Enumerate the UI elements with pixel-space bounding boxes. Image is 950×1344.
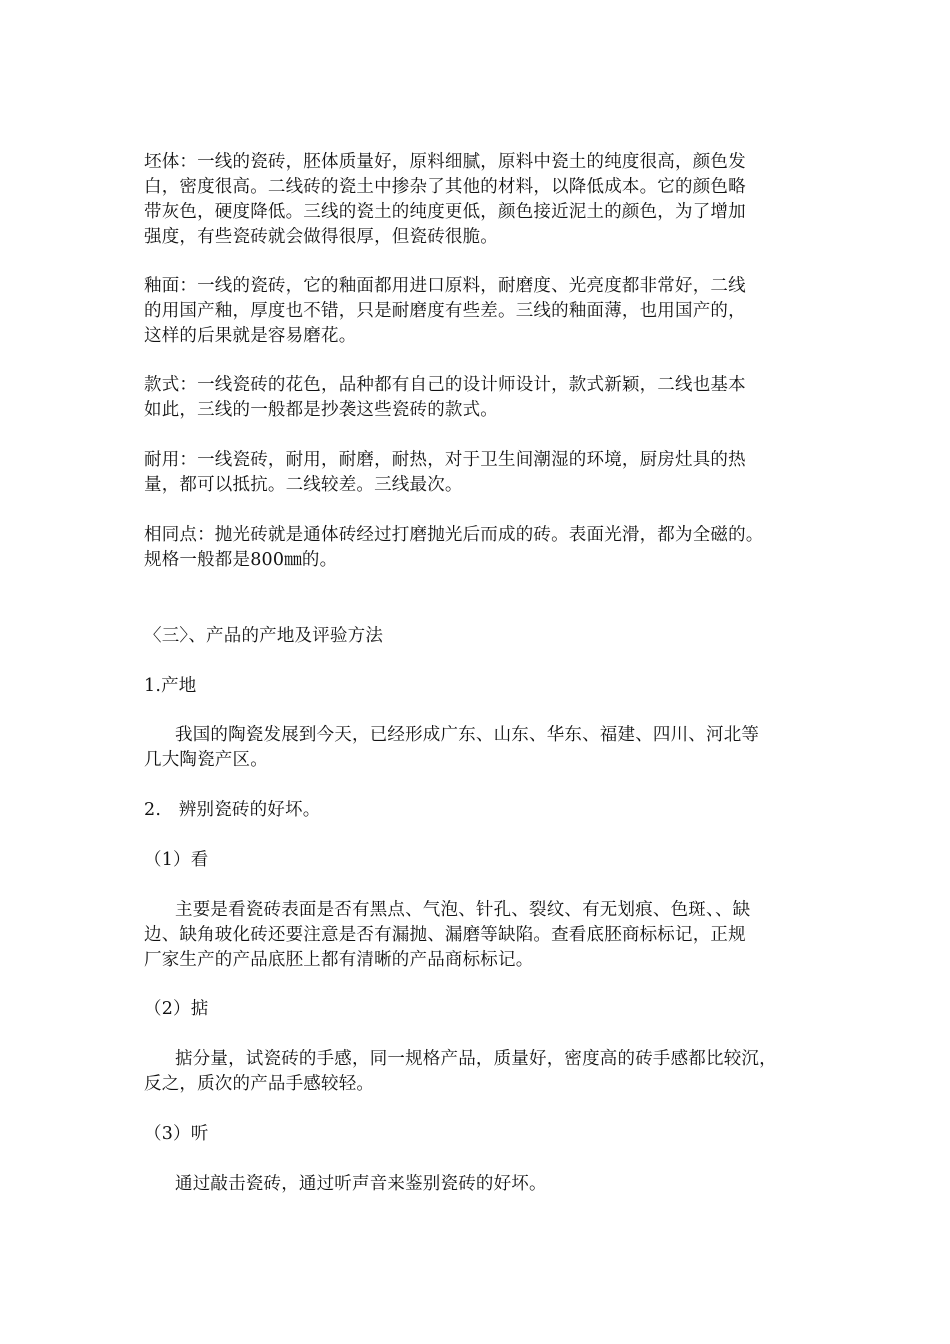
paragraph-common	[144, 523, 816, 573]
item-title-look	[144, 848, 816, 873]
section-title-text: 〈三〉、产品的产地及评验方法	[144, 626, 384, 646]
text-line: 强度，有些瓷砖就会做得很厚，但瓷砖很脆。	[144, 227, 498, 247]
text-line: 量，都可以抵抗。二线较差。三线最次。	[144, 475, 463, 495]
text-line: 规格一般都是800㎜的。	[144, 550, 338, 570]
text-line: 掂分量，试瓷砖的手感，同一规格产品，质量好，密度高的砖手感都比较沉，	[175, 1049, 777, 1069]
text-line: 几大陶瓷产区。	[144, 750, 268, 770]
text-line: 坯体：一线的瓷砖，胚体质量好，原料细腻，原料中瓷土的纯度很高，颜色发	[144, 152, 746, 172]
subsection-title-text: 2. 辨别瓷砖的好坏。	[144, 800, 321, 820]
subsection-title-origin	[144, 674, 816, 699]
paragraph-look	[144, 898, 816, 973]
paragraph-weigh	[144, 1047, 816, 1097]
text-line: 边、缺角玻化砖还要注意是否有漏抛、漏磨等缺陷。查看底胚商标标记，正规	[144, 925, 746, 945]
text-line: 如此，三线的一般都是抄袭这些瓷砖的款式。	[144, 400, 498, 420]
item-title-text: （1）看	[144, 850, 209, 870]
text-line: 通过敲击瓷砖，通过听声音来鉴别瓷砖的好坏。	[175, 1174, 547, 1194]
section-title	[144, 624, 816, 649]
text-line: 款式：一线瓷砖的花色，品种都有自己的设计师设计，款式新颖，二线也基本	[144, 375, 746, 395]
text-line: 耐用：一线瓷砖，耐用，耐磨，耐热，对于卫生间潮湿的环境，厨房灶具的热	[144, 450, 746, 470]
text-line: 我国的陶瓷发展到今天，已经形成广东、山东、华东、福建、四川、河北等	[175, 725, 760, 745]
paragraph-origin	[144, 723, 816, 773]
text-line: 厂家生产的产品底胚上都有清晰的产品商标标记。	[144, 950, 534, 970]
text-line: 的用国产釉，厚度也不错，只是耐磨度有些差。三线的釉面薄，也用国产的，	[144, 301, 746, 321]
text-line: 釉面：一线的瓷砖，它的釉面都用进口原料，耐磨度、光亮度都非常好，二线	[144, 276, 746, 296]
subsection-title-text: 1.产地	[144, 676, 197, 696]
paragraph-glaze	[144, 274, 816, 349]
text-line: 这样的后果就是容易磨花。	[144, 326, 357, 346]
item-title-listen	[144, 1122, 816, 1147]
item-title-text: （3）听	[144, 1124, 209, 1144]
item-title-weigh	[144, 997, 816, 1022]
text-line: 反之，质次的产品手感较轻。	[144, 1074, 375, 1094]
item-title-text: （2）掂	[144, 999, 209, 1019]
text-line: 白，密度很高。二线砖的瓷土中掺杂了其他的材料，以降低成本。它的颜色略	[144, 177, 746, 197]
text-line: 相同点：抛光砖就是通体砖经过打磨抛光后而成的砖。表面光滑，都为全磁的。	[144, 525, 764, 545]
subsection-title-identify	[144, 798, 816, 823]
paragraph-durability	[144, 448, 816, 498]
paragraph-listen	[144, 1172, 816, 1197]
paragraph-body	[144, 150, 816, 250]
paragraph-style	[144, 373, 816, 423]
text-line: 带灰色，硬度降低。三线的瓷土的纯度更低，颜色接近泥土的颜色，为了增加	[144, 202, 746, 222]
text-line: 主要是看瓷砖表面是否有黑点、气泡、针孔、裂纹、有无划痕、色斑、、缺	[175, 900, 751, 920]
